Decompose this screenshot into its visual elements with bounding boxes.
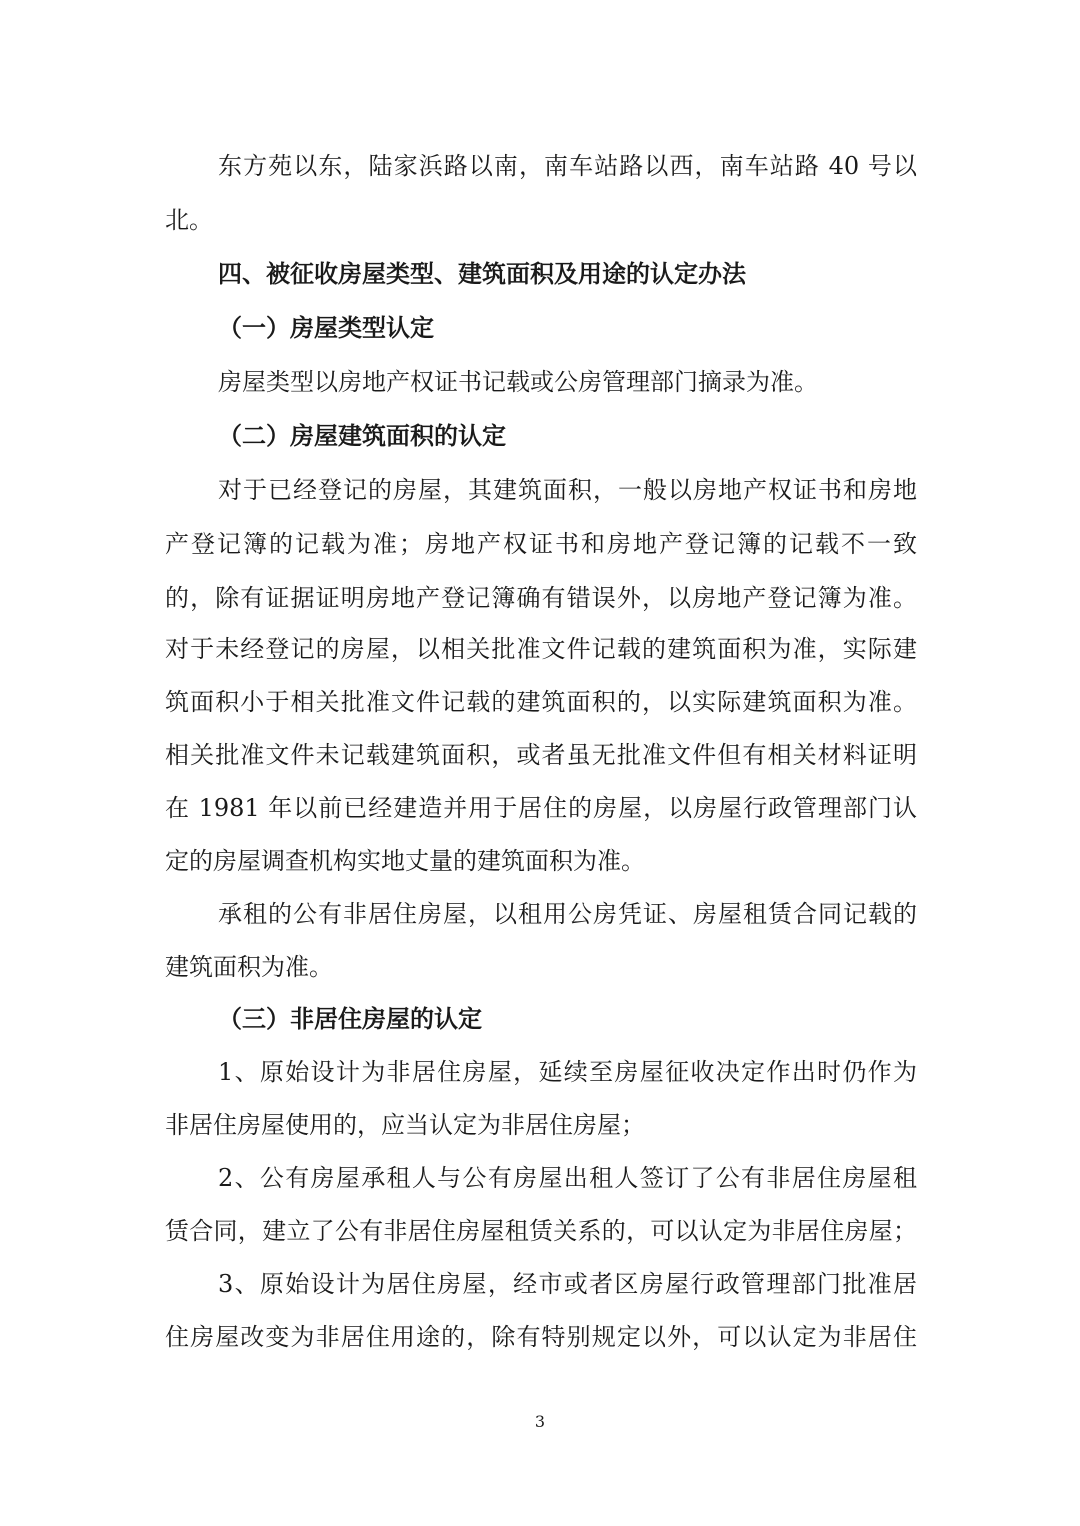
paragraph-line: 对于已经登记的房屋，其建筑面积，一般以房地产权证书和房地 [218,476,917,504]
paragraph-line: 非居住房屋使用的，应当认定为非居住房屋； [165,1111,645,1139]
subsection-heading: （三）非居住房屋的认定 [218,1005,482,1033]
paragraph-line: 东方苑以东，陆家浜路以南，南车站路以西，南车站路 40 号以 [218,152,917,180]
paragraph-line: 房屋类型以房地产权证书记载或公房管理部门摘录为准。 [218,368,818,396]
paragraph-line: 筑面积小于相关批准文件记载的建筑面积的，以实际建筑面积为准。 [165,688,917,716]
paragraph-line: 承租的公有非居住房屋，以租用公房凭证、房屋租赁合同记载的 [218,900,917,928]
paragraph-line: 1、原始设计为非居住房屋，延续至房屋征收决定作出时仍作为 [218,1058,917,1086]
section-heading: 四、被征收房屋类型、建筑面积及用途的认定办法 [218,260,746,288]
paragraph-line: 对于未经登记的房屋，以相关批准文件记载的建筑面积为准，实际建 [165,635,917,663]
paragraph-line: 住房屋改变为非居住用途的，除有特别规定以外，可以认定为非居住 [165,1323,917,1351]
paragraph-line: 建筑面积为准。 [165,953,333,981]
paragraph-line: 在 1981 年以前已经建造并用于居住的房屋，以房屋行政管理部门认 [165,794,917,822]
paragraph-line: 3、原始设计为居住房屋，经市或者区房屋行政管理部门批准居 [218,1270,917,1298]
paragraph-line: 2、公有房屋承租人与公有房屋出租人签订了公有非居住房屋租 [218,1164,917,1192]
paragraph-line: 产登记簿的记载为准；房地产权证书和房地产登记簿的记载不一致 [165,530,917,558]
subsection-heading: （一）房屋类型认定 [218,314,434,342]
paragraph-line: 定的房屋调查机构实地丈量的建筑面积为准。 [165,847,645,875]
subsection-heading: （二）房屋建筑面积的认定 [218,422,506,450]
paragraph-line: 的，除有证据证明房地产登记簿确有错误外，以房地产登记簿为准。 [165,584,917,612]
paragraph-line: 相关批准文件未记载建筑面积，或者虽无批准文件但有相关材料证明 [165,741,917,769]
paragraph-line: 赁合同，建立了公有非居住房屋租赁关系的，可以认定为非居住房屋； [165,1217,917,1245]
paragraph-line: 北。 [165,206,213,234]
page-number: 3 [534,1412,546,1431]
